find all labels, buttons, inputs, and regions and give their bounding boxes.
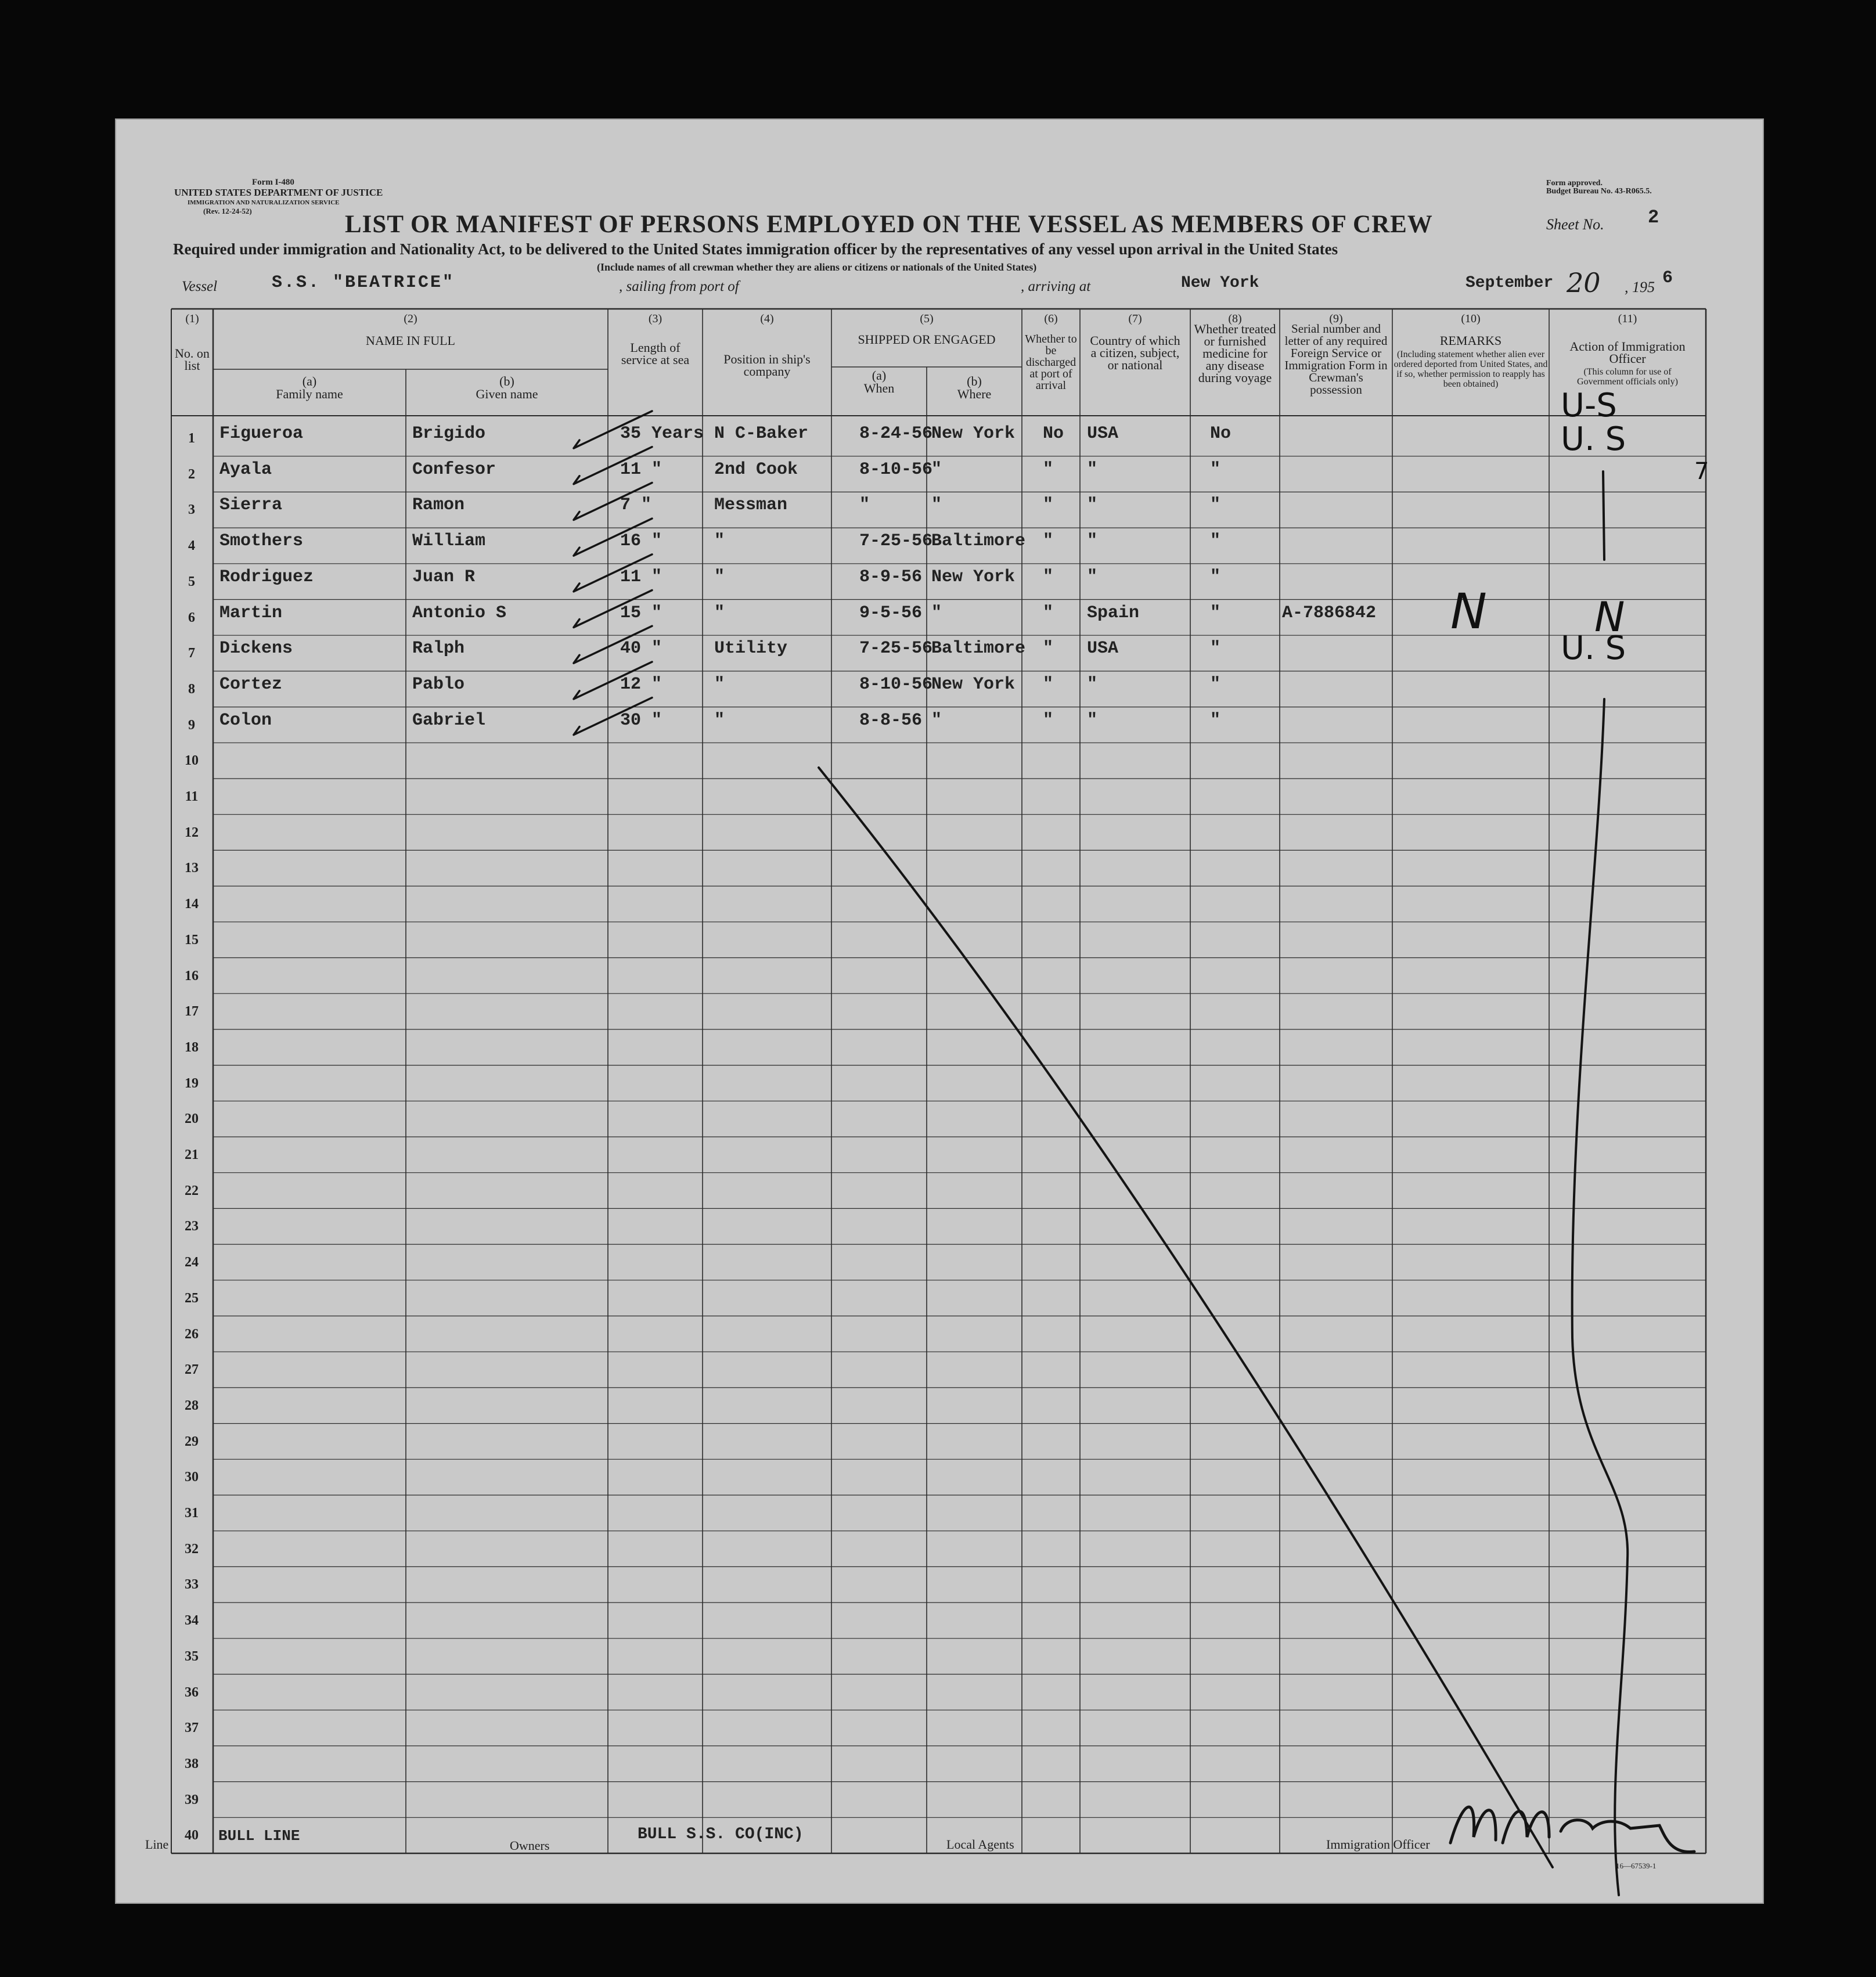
- col5-header: SHIPPED OR ENGAGED: [858, 332, 996, 347]
- cell-discharge: ": [1043, 531, 1054, 552]
- action-row1: U-S: [1561, 387, 1617, 424]
- cell-given: Confesor: [412, 459, 496, 480]
- line-number: 36: [185, 1684, 199, 1700]
- department: UNITED STATES DEPARTMENT OF JUSTICE: [174, 187, 383, 198]
- col10-number: (10): [1461, 312, 1481, 325]
- owners-value: BULL S.S. CO(INC): [638, 1825, 804, 1843]
- required-line: Required under immigration and Nationality Act, to be delivered to the United States immigration officer by the representatives of any vessel upon arrival in the United States: [173, 240, 1338, 258]
- cell-country: ": [1087, 495, 1098, 516]
- line-number: 19: [185, 1075, 199, 1091]
- line-number: 40: [185, 1828, 199, 1843]
- cell-discharge: ": [1043, 603, 1054, 623]
- line-number: 12: [185, 824, 199, 840]
- form-number: Form I-480: [252, 178, 294, 187]
- cell-family: Rodriguez: [219, 567, 314, 587]
- line-number: 16: [185, 968, 199, 984]
- cell-discharge: ": [1043, 459, 1054, 480]
- line-number: 1: [188, 431, 195, 446]
- table-grid: [115, 118, 1764, 1904]
- line-number: 37: [185, 1720, 199, 1736]
- line-number: 2: [188, 466, 195, 482]
- line-number: 38: [185, 1756, 199, 1771]
- cell-position: ": [714, 531, 725, 552]
- col5-number: (5): [920, 312, 934, 325]
- margin-mark: 7: [1694, 458, 1709, 485]
- line-number: 23: [185, 1219, 199, 1234]
- line-number: 7: [188, 646, 195, 661]
- remark-row6: N: [1450, 583, 1487, 640]
- cell-treated: No: [1210, 424, 1232, 444]
- cell-service: 15 ": [620, 603, 662, 623]
- cell-service: 7 ": [620, 495, 652, 516]
- arriving-label: , arriving at: [1021, 279, 1091, 294]
- cell-family: Figueroa: [219, 424, 304, 444]
- line-number: 10: [185, 753, 199, 769]
- line-number: 9: [188, 717, 195, 733]
- sailing-label: , sailing from port of: [619, 279, 739, 294]
- line-number: 34: [185, 1613, 199, 1629]
- col4-header: Position in ship's company: [723, 352, 811, 379]
- cell-country: ": [1087, 459, 1098, 480]
- cell-position: ": [714, 603, 725, 623]
- cell-service: 30 ": [620, 710, 662, 730]
- revision: (Rev. 12-24-52): [203, 207, 252, 215]
- cell-family: Colon: [219, 710, 272, 730]
- action-row6: N: [1594, 593, 1625, 641]
- line-number: 33: [185, 1577, 199, 1593]
- cell-when: 8-10-56: [859, 674, 933, 694]
- agents-label: Local Agents: [946, 1837, 1014, 1852]
- cell-country: USA: [1087, 424, 1119, 444]
- cell-when: 8-10-56: [859, 459, 933, 480]
- cell-country: ": [1087, 567, 1098, 587]
- col8-header: Whether treated or furnished medicine for any disease during voyage: [1194, 322, 1276, 385]
- cell-treated: ": [1210, 495, 1221, 516]
- cell-treated: ": [1210, 674, 1221, 694]
- line-number: 8: [188, 681, 195, 697]
- line-number: 22: [185, 1183, 199, 1198]
- cell-when: 8-8-56: [859, 710, 923, 730]
- cell-position: 2nd Cook: [714, 459, 798, 480]
- cell-country: ": [1087, 531, 1098, 552]
- arriving-port: New York: [1181, 274, 1259, 292]
- vessel-name: S.S. "BEATRICE": [272, 273, 455, 293]
- year-prefix: , 195: [1625, 279, 1655, 296]
- line-number: 15: [185, 932, 199, 948]
- cell-family: Dickens: [219, 639, 293, 659]
- col2a-letter: (a): [302, 374, 317, 388]
- cell-family: Martin: [219, 603, 283, 623]
- sheet-number: 2: [1648, 207, 1659, 228]
- cell-when: 7-25-56: [859, 531, 933, 552]
- cell-treated: ": [1210, 639, 1221, 659]
- cell-position: ": [714, 567, 725, 587]
- line-number: 32: [185, 1541, 199, 1557]
- page-title: LIST OR MANIFEST OF PERSONS EMPLOYED ON THE VESSEL AS MEMBERS OF CREW: [345, 211, 1433, 238]
- cell-family: Sierra: [219, 495, 283, 516]
- line-label: Line: [145, 1837, 169, 1852]
- cell-treated: ": [1210, 459, 1221, 480]
- cell-discharge: No: [1043, 424, 1064, 444]
- line-number: 29: [185, 1434, 199, 1449]
- line-number: 11: [185, 789, 199, 804]
- service: IMMIGRATION AND NATURALIZATION SERVICE: [188, 199, 340, 206]
- cell-service: 35 Years: [620, 424, 704, 444]
- cell-where: ": [931, 459, 942, 480]
- cell-service: 16 ": [620, 531, 662, 552]
- budget-bureau: Budget Bureau No. 43-R065.5.: [1546, 187, 1652, 196]
- cell-position: Messman: [714, 495, 788, 516]
- arrival-day: 20: [1567, 267, 1601, 298]
- cell-where: Baltimore: [931, 639, 1026, 659]
- include-line: (Include names of all crewman whether they are aliens or citizens or nationals of the United States): [597, 261, 1037, 273]
- cell-treated: ": [1210, 531, 1221, 552]
- cell-given: Ralph: [412, 639, 465, 659]
- cell-where: New York: [931, 674, 1016, 694]
- col5a-letter: (a): [872, 368, 887, 383]
- line-number: 4: [188, 538, 195, 554]
- cell-where: ": [931, 603, 942, 623]
- cell-discharge: ": [1043, 710, 1054, 730]
- cell-discharge: ": [1043, 639, 1054, 659]
- cell-given: Juan R: [412, 567, 476, 587]
- cell-position: N C-Baker: [714, 424, 809, 444]
- col1-number: (1): [185, 312, 199, 325]
- col11-header: Action of Immigration Officer: [1569, 339, 1686, 366]
- cell-where: Baltimore: [931, 531, 1026, 552]
- cell-treated: ": [1210, 567, 1221, 587]
- action-row2: U. S: [1561, 420, 1626, 458]
- line-number: 28: [185, 1398, 199, 1413]
- cell-service: 40 ": [620, 639, 662, 659]
- cell-where: ": [931, 495, 942, 516]
- cell-given: Pablo: [412, 674, 465, 694]
- line-number: 39: [185, 1792, 199, 1807]
- col7-number: (7): [1128, 312, 1142, 325]
- col6-number: (6): [1044, 312, 1058, 325]
- col2a-header: Family name: [276, 387, 343, 401]
- cell-position: ": [714, 674, 725, 694]
- line-number: 13: [185, 860, 199, 876]
- col9-number: (9): [1329, 312, 1343, 325]
- cell-treated: ": [1210, 603, 1221, 623]
- line-number: 35: [185, 1648, 199, 1664]
- line-number: 6: [188, 610, 195, 625]
- cell-country: ": [1087, 710, 1098, 730]
- col11-number: (11): [1618, 312, 1637, 325]
- cell-service: 11 ": [620, 567, 662, 587]
- cell-when: 8-24-56: [859, 424, 933, 444]
- cell-treated: ": [1210, 710, 1221, 730]
- form-approved: Form approved.: [1546, 179, 1603, 188]
- line-number: 17: [185, 1004, 199, 1020]
- cell-when: 9-5-56: [859, 603, 923, 623]
- line-value: BULL LINE: [218, 1827, 300, 1845]
- cell-discharge: ": [1043, 495, 1054, 516]
- cell-given: Antonio S: [412, 603, 507, 623]
- cell-given: Brigido: [412, 424, 486, 444]
- col8-number: (8): [1228, 312, 1242, 325]
- col1-header: No. on list: [175, 346, 210, 373]
- cell-service: 11 ": [620, 459, 662, 480]
- col6-header: Whether to be discharged at port of arrival: [1025, 333, 1077, 392]
- cell-serial: A-7886842: [1282, 603, 1377, 623]
- col9-header: Serial number and letter of any required Foreign Service or Immigration Form in Crewman's possession: [1284, 322, 1388, 397]
- col5b-header: Where: [957, 387, 992, 401]
- line-number: 26: [185, 1326, 199, 1342]
- arrival-month: September: [1465, 274, 1554, 292]
- cell-service: 12 ": [620, 674, 662, 694]
- cell-country: USA: [1087, 639, 1119, 659]
- line-number: 20: [185, 1111, 199, 1127]
- action-row7: U. S: [1561, 629, 1626, 667]
- line-number: 27: [185, 1362, 199, 1378]
- cell-position: ": [714, 710, 725, 730]
- cell-given: Ramon: [412, 495, 465, 516]
- vessel-label: Vessel: [182, 279, 218, 294]
- cell-country: ": [1087, 674, 1098, 694]
- cell-where: New York: [931, 424, 1016, 444]
- col11-note: (This column for use of Government officials only): [1577, 367, 1678, 387]
- col2-number: (2): [404, 312, 417, 325]
- cell-discharge: ": [1043, 567, 1054, 587]
- cell-country: Spain: [1087, 603, 1140, 623]
- cell-when: 8-9-56: [859, 567, 923, 587]
- col2-header: NAME IN FULL: [366, 333, 455, 348]
- col7-header: Country of which a citizen, subject, or national: [1090, 333, 1180, 372]
- line-number: 21: [185, 1147, 199, 1162]
- cell-where: New York: [931, 567, 1016, 587]
- officer-label: Immigration Officer: [1326, 1837, 1430, 1852]
- col10-header: REMARKS: [1439, 333, 1502, 348]
- line-number: 25: [185, 1290, 199, 1306]
- col3-header: Length of service at sea: [621, 340, 690, 367]
- col3-number: (3): [648, 312, 662, 325]
- col2b-letter: (b): [499, 374, 514, 388]
- cell-when: ": [859, 495, 870, 516]
- cell-where: ": [931, 710, 942, 730]
- line-number: 18: [185, 1039, 199, 1055]
- col4-number: (4): [760, 312, 774, 325]
- line-number: 5: [188, 574, 195, 589]
- cell-family: Ayala: [219, 459, 272, 480]
- cell-family: Smothers: [219, 531, 304, 552]
- line-number: 24: [185, 1255, 199, 1270]
- print-code: 16—67539-1: [1616, 1861, 1657, 1870]
- sheet-label: Sheet No.: [1546, 216, 1604, 233]
- cell-given: Gabriel: [412, 710, 486, 730]
- cell-discharge: ": [1043, 674, 1054, 694]
- line-number: 3: [188, 502, 195, 518]
- cell-position: Utility: [714, 639, 788, 659]
- line-number: 30: [185, 1470, 199, 1485]
- col10-note: (Including statement whether alien ever ordered deported from United States, and if so, whether permission to reapply has been obtained): [1394, 350, 1548, 389]
- manifest-sheet: [115, 118, 1764, 1904]
- cell-family: Cortez: [219, 674, 283, 694]
- owners-label: Owners: [510, 1838, 550, 1853]
- col5a-header: When: [863, 381, 895, 395]
- cell-when: 7-25-56: [859, 639, 933, 659]
- col5b-letter: (b): [967, 374, 982, 388]
- year-suffix: 6: [1662, 268, 1673, 288]
- line-number: 31: [185, 1506, 199, 1521]
- line-number: 14: [185, 896, 199, 912]
- cell-given: William: [412, 531, 486, 552]
- col2b-header: Given name: [476, 387, 538, 401]
